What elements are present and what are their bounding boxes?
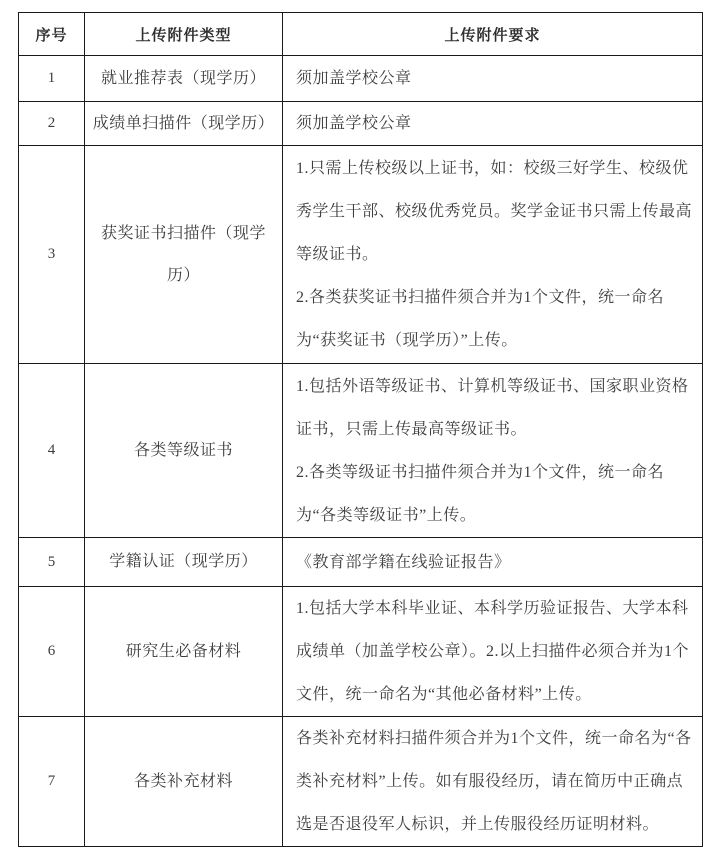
table-row <box>19 538 703 587</box>
row-req <box>283 56 703 102</box>
table-row <box>19 146 703 364</box>
row-type: 获奖证书扫描件（现学历） <box>85 146 283 364</box>
req-paragraph: 1.包括大学本科毕业证、本科学历验证报告、大学本科成绩单（加盖学校公章）。2.以上扫描件必须合并为1个文件，统一命名为“其他必备材料”上传。 <box>296 600 690 703</box>
row-seq: 5 <box>19 538 85 587</box>
req-paragraph: 2.各类获奖证书扫描件须合并为1个文件，统一命名为“获奖证书（现学历）”上传。 <box>296 289 665 349</box>
row-seq: 1 <box>19 56 85 102</box>
table-row <box>19 717 703 847</box>
header-req: 上传附件要求 <box>283 13 703 56</box>
row-req <box>283 717 703 847</box>
row-type: 学籍认证（现学历） <box>85 538 283 587</box>
req-paragraph: 须加盖学校公章 <box>296 70 412 87</box>
req-paragraph: 各类补充材料扫描件须合并为1个文件，统一命名为“各类补充材料”上传。如有服役经历，请在简历中正确点选是否退役军人标识，并上传服役经历证明材料。 <box>296 730 692 833</box>
header-seq: 序号 <box>19 13 85 56</box>
req-paragraph: 《教育部学籍在线验证报告》 <box>296 553 511 571</box>
row-type: 研究生必备材料 <box>85 587 283 717</box>
row-req <box>283 364 703 538</box>
row-seq: 4 <box>19 364 85 538</box>
req-paragraph: 1.只需上传校级以上证书，如：校级三好学生、校级优秀学生干部、校级优秀党员。奖学金证书只需上传最高等级证书。 <box>296 160 693 263</box>
row-req <box>283 146 703 364</box>
table-row <box>19 587 703 717</box>
table-row <box>19 102 703 146</box>
table-row <box>19 364 703 538</box>
row-type: 各类等级证书 <box>85 364 283 538</box>
header-row <box>19 13 703 56</box>
row-type: 各类补充材料 <box>85 717 283 847</box>
row-seq: 6 <box>19 587 85 717</box>
row-req <box>283 587 703 717</box>
attachment-requirements-table <box>18 12 703 847</box>
req-paragraph: 须加盖学校公章 <box>296 115 412 132</box>
table-row <box>19 56 703 102</box>
header-type: 上传附件类型 <box>85 13 283 56</box>
row-seq: 3 <box>19 146 85 364</box>
row-seq: 7 <box>19 717 85 847</box>
row-type: 就业推荐表（现学历） <box>85 56 283 102</box>
req-paragraph: 1.包括外语等级证书、计算机等级证书、国家职业资格证书，只需上传最高等级证书。 <box>296 377 689 438</box>
row-req <box>283 538 703 587</box>
row-req <box>283 102 703 146</box>
row-type: 成绩单扫描件（现学历） <box>85 102 283 146</box>
req-paragraph: 2.各类等级证书扫描件须合并为1个文件，统一命名为“各类等级证书”上传。 <box>296 463 665 524</box>
row-seq: 2 <box>19 102 85 146</box>
